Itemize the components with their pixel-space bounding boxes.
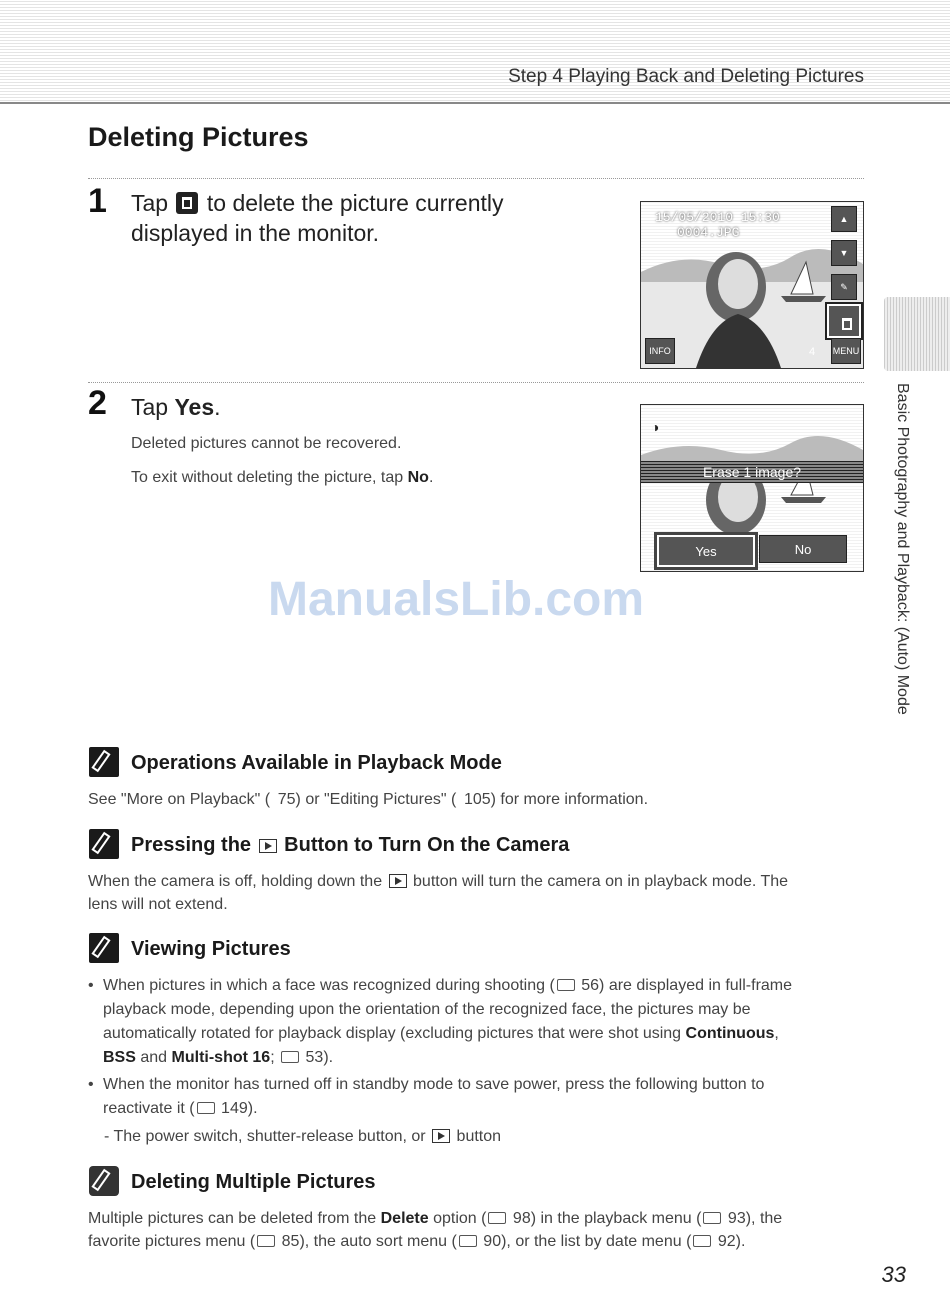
no-label: No xyxy=(794,541,812,557)
no-button[interactable] xyxy=(759,535,847,563)
playback-file: 0004.JPG xyxy=(677,225,740,240)
note-pressing-title xyxy=(131,834,569,857)
v-b1-l4and: and xyxy=(140,1049,168,1066)
m-l1b: Delete xyxy=(380,1210,429,1227)
camera-screen-playback xyxy=(640,201,864,369)
note-ops-title: Operations Available in Playback Mode xyxy=(131,752,502,774)
book-icon xyxy=(257,1235,275,1247)
v-b2-l2e: 149). xyxy=(221,1100,258,1117)
playback-icon xyxy=(389,874,407,888)
step-2-bold: Yes xyxy=(174,394,215,420)
viewing-sub-item: - The power switch, shutter-release button, or button xyxy=(104,1128,502,1145)
pressing-l2: lens will not extend. xyxy=(88,896,228,913)
book-icon xyxy=(703,1212,721,1224)
book-icon xyxy=(459,1235,477,1247)
playback-icon xyxy=(259,839,277,853)
playback-icon xyxy=(432,1129,450,1143)
book-icon xyxy=(557,979,575,991)
playback-date: 15/05/2010 15:30 xyxy=(655,210,780,225)
divider xyxy=(88,178,864,179)
v-b1-l4b2: Multi-shot 16 xyxy=(171,1049,271,1066)
note-icon xyxy=(89,747,119,777)
book-icon xyxy=(281,1051,299,1063)
book-icon xyxy=(693,1235,711,1247)
pressing-l1b: button will turn the camera on in playback mode. The xyxy=(413,873,789,890)
header-band xyxy=(0,0,950,104)
v-b1-l4b1: BSS xyxy=(103,1049,136,1066)
v-b1-l1: When pictures in which a face was recognized during shooting ( xyxy=(103,977,555,994)
step-2-line2-suffix: . xyxy=(428,469,434,486)
scroll-up-button[interactable]: ▲ xyxy=(831,206,857,232)
search-note-icon xyxy=(89,1166,119,1196)
note-multi-text xyxy=(88,1207,868,1253)
watermark: ManualsLib.com xyxy=(268,573,645,626)
step-1-text-c: displayed in the monitor. xyxy=(131,220,380,246)
pressing-title-a: Pressing the xyxy=(131,834,252,856)
delete-trash-icon xyxy=(836,313,852,329)
divider xyxy=(88,382,864,383)
header-rule xyxy=(0,102,950,104)
step-2-prefix: Tap xyxy=(131,394,169,420)
v-b1-l3b: Continuous xyxy=(685,1025,775,1042)
frame-counter: 4 xyxy=(809,346,816,358)
m-l1c: option ( xyxy=(433,1210,487,1227)
edit-button[interactable]: ✎ xyxy=(831,274,857,300)
v-b2-l2: reactivate it ( xyxy=(103,1100,195,1117)
note-pressing-text xyxy=(88,870,868,916)
step-2-line2-bold: No xyxy=(407,469,429,486)
note-viewing-title: Viewing Pictures xyxy=(131,938,291,960)
book-icon xyxy=(488,1212,506,1224)
note-multi-title: Deleting Multiple Pictures xyxy=(131,1171,376,1193)
viewing-bullet-2 xyxy=(88,1073,868,1121)
protect-icon: ◑ xyxy=(651,419,660,435)
m-l1e: 93), the xyxy=(727,1210,783,1227)
m-l2a: favorite pictures menu ( xyxy=(88,1233,256,1250)
pressing-l1a: When the camera is off, holding down the xyxy=(88,873,383,890)
v-b1-l3: automatically rotated for playback display (excluding pictures that were shot using xyxy=(103,1025,682,1042)
yes-button[interactable] xyxy=(657,535,755,567)
m-l2d: 92). xyxy=(717,1233,746,1250)
delete-button[interactable] xyxy=(827,304,861,338)
step-2-line2 xyxy=(131,466,433,490)
step-2-text xyxy=(131,392,221,422)
v-b2-l1: When the monitor has turned off in standby mode to save power, press the following button to xyxy=(103,1076,765,1093)
page-title: Deleting Pictures xyxy=(88,122,309,152)
step-2-suffix: . xyxy=(214,394,221,420)
note-icon xyxy=(89,933,119,963)
chapter-label: Basic Photography and Playback: (Auto) Mode xyxy=(894,383,911,715)
m-l2c: 90), or the list by date menu ( xyxy=(483,1233,692,1250)
step-1-text-a: Tap xyxy=(131,190,169,216)
step-2-number: 2 xyxy=(88,384,107,422)
v-b1-l4e: 53). xyxy=(305,1049,334,1066)
menu-button[interactable] xyxy=(831,338,861,364)
scroll-down-button[interactable]: ▼ xyxy=(831,240,857,266)
menu-label: MENU xyxy=(832,346,860,356)
section-title: Step 4 Playing Back and Deleting Pictures xyxy=(508,66,864,87)
step-1-number: 1 xyxy=(88,182,107,220)
step-2-line2-prefix: To exit without deleting the picture, tap xyxy=(131,469,404,486)
v-sub: The power switch, shutter-release button, or xyxy=(113,1128,426,1145)
yes-label: Yes xyxy=(695,543,717,559)
trash-icon xyxy=(176,192,198,214)
info-button[interactable] xyxy=(645,338,675,364)
v-b1-l1e: 56) are displayed in full-frame xyxy=(581,977,793,994)
pressing-title-b: Button to Turn On the Camera xyxy=(284,834,570,856)
m-l1d: 98) in the playback menu ( xyxy=(512,1210,702,1227)
v-b1-l2: playback mode, depending upon the orientation of the recognized face, the pictures may be xyxy=(103,1001,751,1018)
page-number: 33 xyxy=(881,1262,906,1287)
note-ops-text: See "More on Playback" ( 75) or "Editing Pictures" ( 105) for more information. xyxy=(88,791,649,808)
book-icon xyxy=(197,1102,215,1114)
viewing-bullet-1: • When pictures in which a face was recognized during shooting ( 56) are displayed in full-frame playback mode, depending upon the orientation of the recognized face, the pictures may be automatically rotated for playback display (excluding pictures that were shot using Continuous, BSS and Multi-shot 16; 53). xyxy=(88,974,868,1070)
note-icon xyxy=(89,829,119,859)
info-label: INFO xyxy=(649,346,671,356)
step-1-text-b: to delete the picture currently xyxy=(206,190,504,216)
step-1-text xyxy=(131,188,503,248)
v-sub-end: button xyxy=(456,1128,502,1145)
chapter-tab xyxy=(884,297,950,371)
confirm-prompt: Erase 1 image? xyxy=(641,461,863,483)
m-l2b: 85), the auto sort menu ( xyxy=(281,1233,457,1250)
camera-screen-confirm xyxy=(640,404,864,572)
m-l1a: Multiple pictures can be deleted from the xyxy=(88,1210,377,1227)
step-2-line1: Deleted pictures cannot be recovered. xyxy=(131,435,402,452)
